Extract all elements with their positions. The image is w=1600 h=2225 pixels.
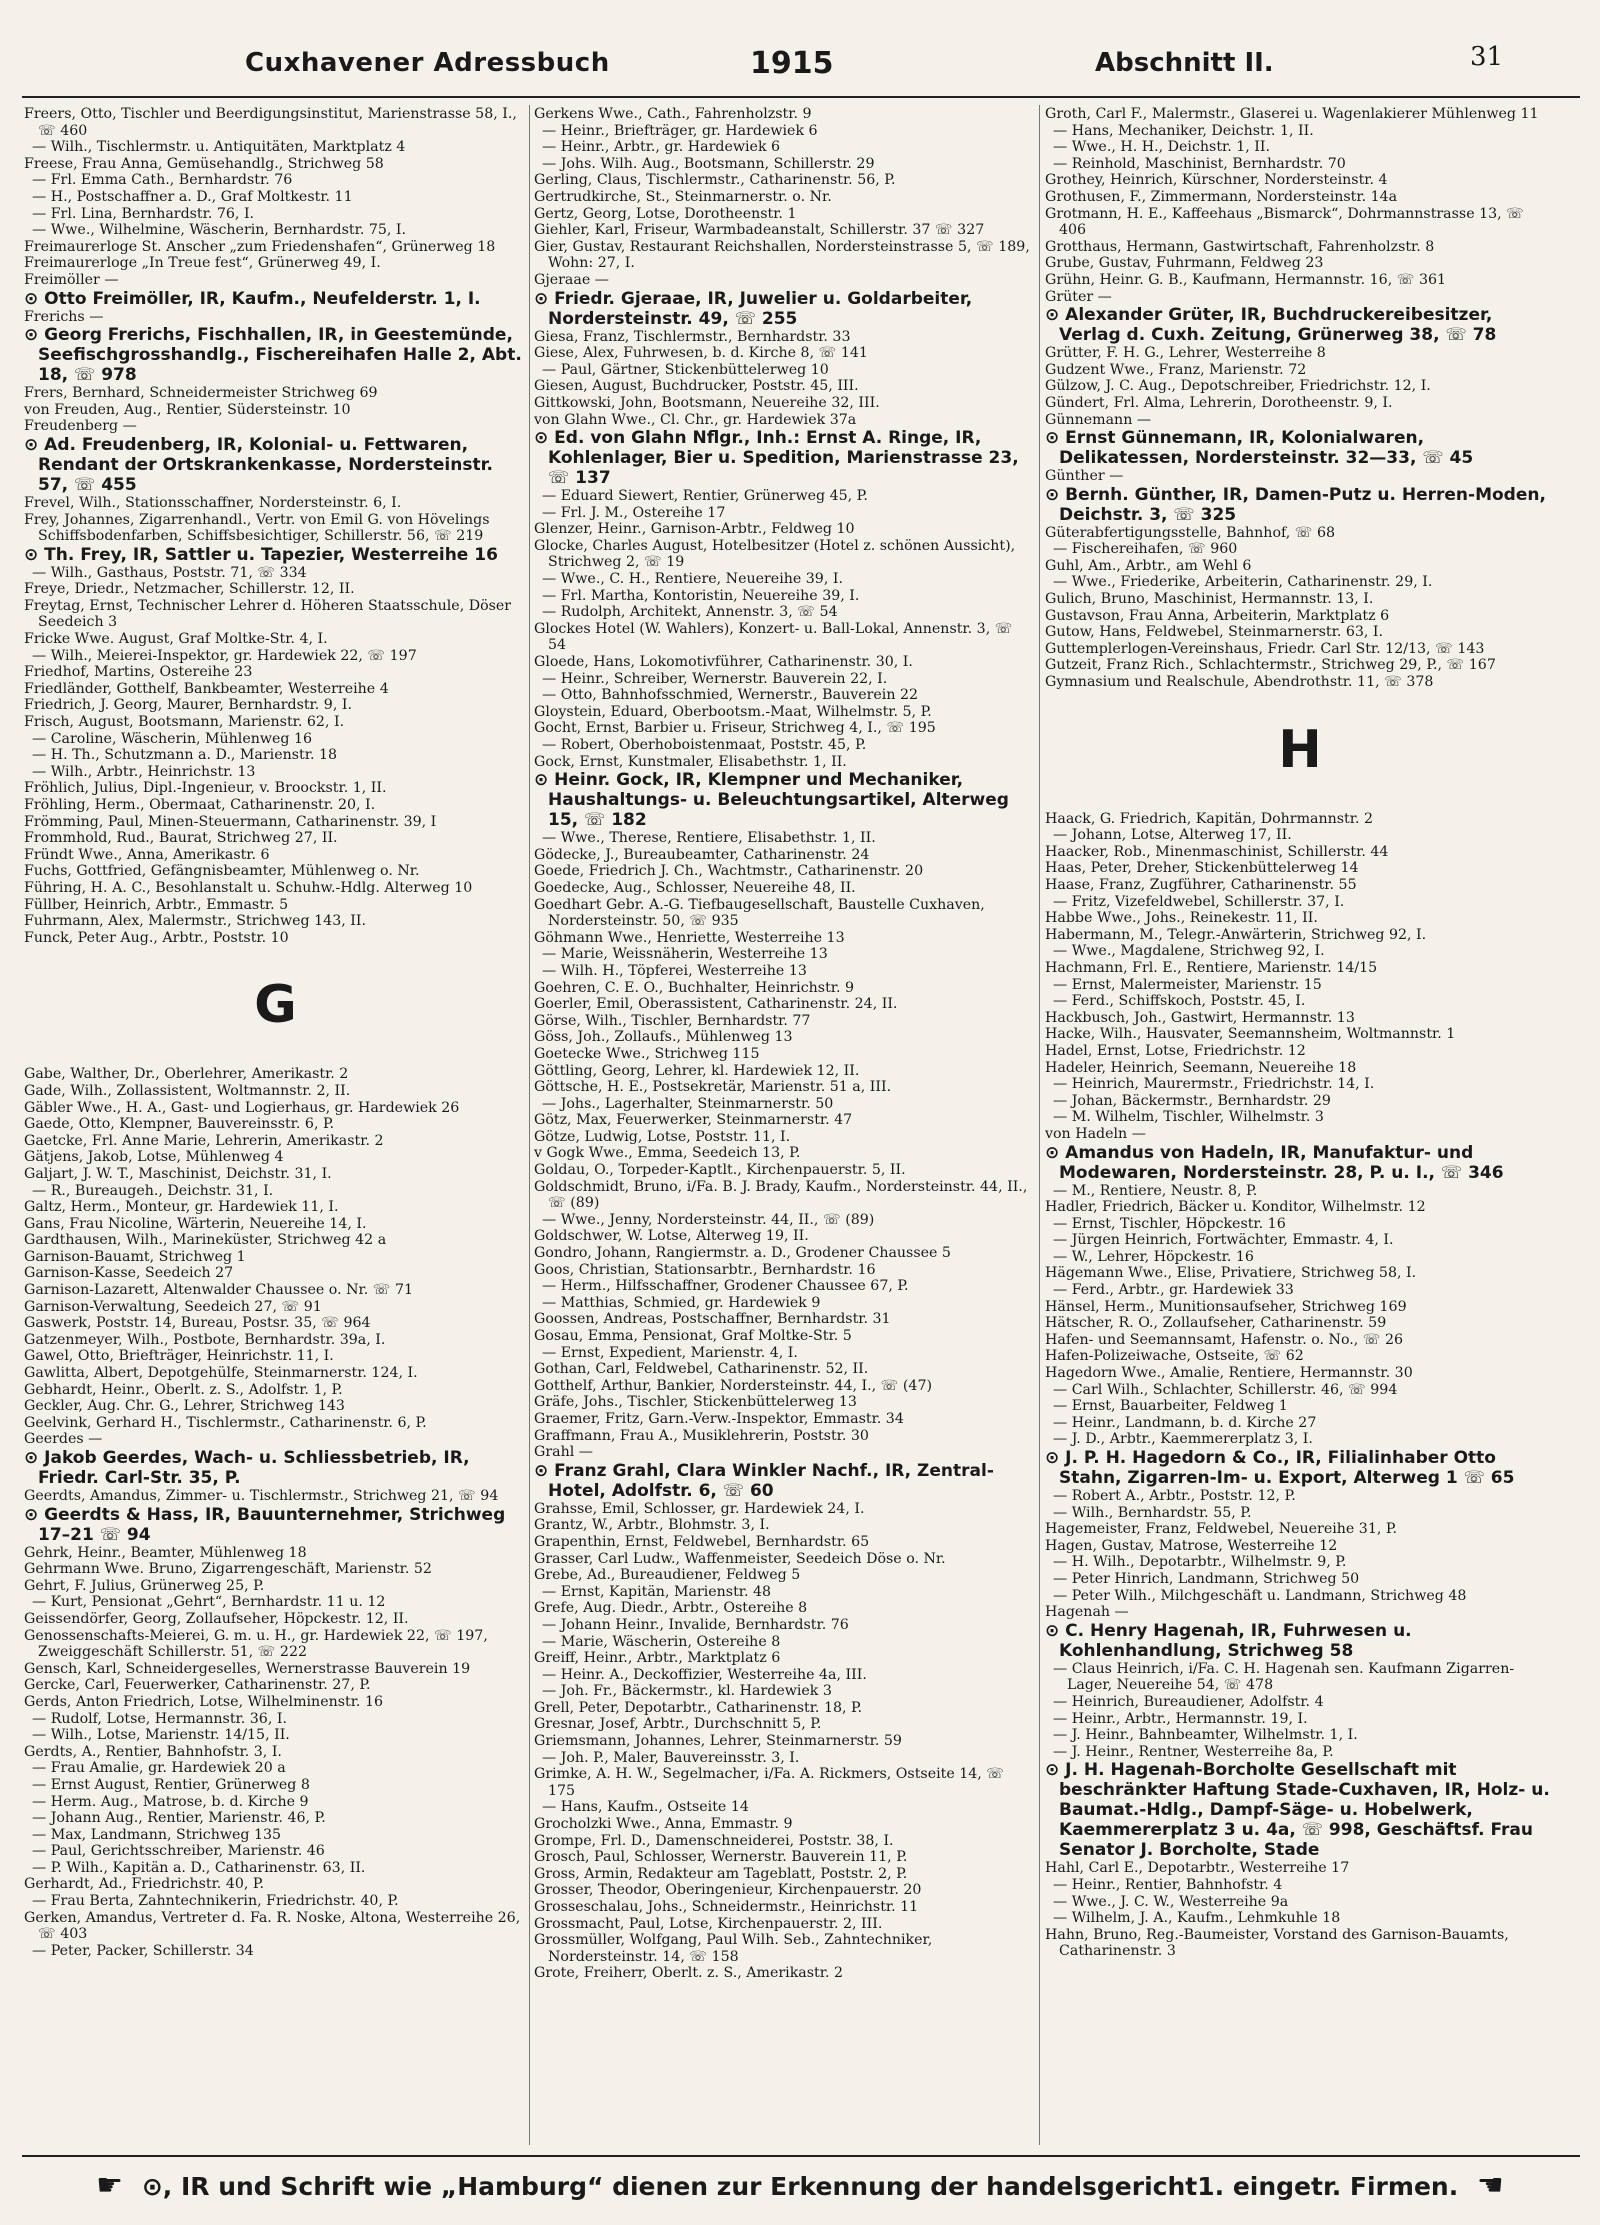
directory-entry: — Kurt, Pensionat „Gehrt“, Bernhardstr. 11 u. 12 — [32, 1594, 386, 1611]
directory-entry: Gündert, Frl. Alma, Lehrerin, Dorotheenstr. 9, I. — [1045, 394, 1393, 411]
directory-entry: — Claus Heinrich, i/Fa. C. H. Hagenah sen. Kaufmann Zigarren-Lager, Neuereihe 54, ☏ 478 — [1053, 1660, 1515, 1694]
registered-firm-entry: ⊙ C. Henry Hagenah, IR, Fuhrwesen u. Kohlenhandlung, Strichweg 58 — [1045, 1620, 1412, 1661]
directory-entry: Frers, Bernhard, Schneidermeister Strichweg 69 — [24, 385, 378, 402]
page-number: 31 — [1470, 42, 1504, 72]
directory-entry: Gehrk, Heinr., Beamter, Mühlenweg 18 — [24, 1544, 307, 1561]
directory-entry: Guhl, Am., Arbtr., am Wehl 6 — [1045, 557, 1252, 574]
directory-entry: — Robert A., Arbtr., Poststr. 12, P. — [1053, 1488, 1296, 1504]
directory-entry: — Frl. Lina, Bernhardstr. 76, I. — [32, 205, 255, 222]
directory-entry: Geissendörfer, Georg, Zollaufseher, Höpckestr. 12, II. — [24, 1610, 409, 1627]
directory-entry: Freytag, Ernst, Technischer Lehrer d. Höheren Staatsschule, Döser Seedeich 3 — [24, 597, 512, 631]
directory-entry: Habermann, M., Telegr.-Anwärterin, Strichweg 92, I. — [1045, 926, 1427, 943]
registered-firm-entry: ⊙ Th. Frey, IR, Sattler u. Tapezier, Westerreihe 16 — [24, 544, 498, 565]
directory-entry: Gutzeit, Franz Rich., Schlachtermstr., Strichweg 29, P., ☏ 167 — [1045, 657, 1496, 674]
directory-entry: Gawlitta, Albert, Depotgehülfe, Steinmarnerstr. 124, I. — [24, 1365, 418, 1382]
directory-entry: Frerichs — — [24, 308, 104, 325]
directory-entry: — Frl. Emma Cath., Bernhardstr. 76 — [32, 172, 293, 189]
directory-entry: Friedrich, J. Georg, Maurer, Bernhardstr. 9, I. — [24, 697, 352, 714]
directory-entry: — J. Heinr., Bahnbeamter, Wilhelmstr. 1, I. — [1053, 1727, 1358, 1744]
directory-entry: — J. Heinr., Rentner, Westerreihe 8a, P. — [1053, 1743, 1334, 1760]
directory-entry: Gäbler Wwe., H. A., Gast- und Logierhaus, gr. Hardewiek 26 — [24, 1099, 460, 1116]
directory-entry: Hänsel, Herm., Munitionsaufseher, Strichweg 169 — [1045, 1298, 1407, 1315]
directory-entry: v Gogk Wwe., Emma, Seedeich 13, P. — [534, 1145, 801, 1162]
directory-entry: — Ernst, Kapitän, Marienstr. 48 — [542, 1583, 772, 1600]
directory-entry: — Wilh., Meierei-Inspektor, gr. Hardewiek 22, ☏ 197 — [32, 647, 417, 664]
directory-entry: — Wwe., Therese, Rentiere, Elisabethstr. 1, II. — [542, 830, 876, 847]
directory-entry: — P. Wilh., Kapitän a. D., Catharinenstr. 63, II. — [32, 1859, 366, 1876]
registered-firm-entry: ⊙ J. P. H. Hagedorn & Co., IR, Filialinhaber Otto Stahn, Zigarren-Im- u. Export, Alterweg 1 ☏ 65 — [1045, 1448, 1515, 1488]
directory-entry: Gittkowski, John, Bootsmann, Neuereihe 32, III. — [534, 394, 880, 411]
directory-entry: Hacke, Wilh., Hausvater, Seemannsheim, Woltmannstr. 1 — [1045, 1026, 1456, 1043]
directory-entry: — Fischereihafen, ☏ 960 — [1053, 541, 1238, 558]
directory-entry: Hafen- und Seemannsamt, Hafenstr. o. No., ☏ 26 — [1045, 1331, 1404, 1348]
directory-entry: Groth, Carl F., Malermstr., Glaserei u. Wagenlakierer Mühlenweg 11 — [1045, 106, 1539, 122]
directory-entry: Gehrt, F. Julius, Grünerweg 25, P. — [24, 1577, 265, 1594]
directory-entry: — Caroline, Wäscherin, Mühlenweg 16 — [32, 730, 313, 747]
directory-entry: — Ernst, Expedient, Marienstr. 4, I. — [542, 1344, 798, 1361]
directory-entry: Grocholzki Wwe., Anna, Emmastr. 9 — [534, 1816, 793, 1833]
directory-entry: — Heinr., Landmann, b. d. Kirche 27 — [1053, 1414, 1317, 1431]
directory-entry: Goetecke Wwe., Strichweg 115 — [534, 1045, 760, 1062]
directory-entry: Galjart, J. W. T., Maschinist, Deichstr. 31, I. — [24, 1165, 332, 1182]
directory-entry: Freimöller — — [24, 271, 119, 288]
directory-entry: — Paul, Gerichtsschreiber, Marienstr. 46 — [32, 1843, 325, 1860]
directory-entry: Frey, Johannes, Zigarrenhandl., Vertr. von Emil G. von Hövelings Schiffsbodenfarben, Schiffsbesichtiger, Schillerstr. 56, ☏ 219 — [24, 511, 490, 545]
registered-firm-entry: ⊙ Amandus von Hadeln, IR, Manufaktur- und Modewaren, Nordersteinstr. 28, P. u. I., ☏ 346 — [1045, 1142, 1504, 1183]
directory-entry: — Otto, Bahnhofsschmied, Wernerstr., Bauverein 22 — [542, 687, 919, 704]
directory-entry: Frevel, Wilh., Stationsschaffner, Nordersteinstr. 6, I. — [24, 494, 402, 511]
directory-entry: Hadeler, Heinrich, Seemann, Neuereihe 18 — [1045, 1059, 1357, 1076]
directory-entry: Goerler, Emil, Oberassistent, Catharinenstr. 24, II. — [534, 996, 898, 1013]
directory-entry: Gresnar, Josef, Arbtr., Durchschnitt 5, P. — [534, 1716, 822, 1733]
directory-entry: Hadel, Ernst, Lotse, Friedrichstr. 12 — [1045, 1042, 1306, 1059]
directory-entry: Gerhardt, Ad., Friedrichstr. 40, P. — [24, 1876, 265, 1893]
directory-entry: Gloede, Hans, Lokomotivführer, Catharinenstr. 30, I. — [534, 654, 913, 671]
directory-entry: Gulich, Bruno, Maschinist, Hermannstr. 13, I. — [1045, 591, 1374, 608]
directory-entry: — Wilh., Lotse, Marienstr. 14/15, II. — [32, 1727, 290, 1744]
directory-entry: Geerdts, Amandus, Zimmer- u. Tischlermstr., Strichweg 21, ☏ 94 — [24, 1488, 499, 1504]
directory-entry: — Robert, Oberhoboistenmaat, Poststr. 45, P. — [542, 737, 867, 753]
directory-entry: Frisch, August, Bootsmann, Marienstr. 62, I. — [24, 714, 345, 731]
directory-entry: Fründt Wwe., Anna, Amerikastr. 6 — [24, 846, 270, 863]
directory-entry: — Heinr., Briefträger, gr. Hardewiek 6 — [542, 122, 818, 139]
directory-entry: — Paul, Gärtner, Stickenbüttelerweg 10 — [542, 361, 829, 378]
directory-entry: — H., Postschaffner a. D., Graf Moltkestr. 11 — [32, 188, 353, 205]
directory-entry: Görse, Wilh., Tischler, Bernhardstr. 77 — [534, 1012, 811, 1029]
directory-entry: — Johan, Bäckermstr., Bernhardstr. 29 — [1053, 1092, 1331, 1109]
directory-entry: — R., Bureaugeh., Deichstr. 31, I. — [32, 1182, 274, 1199]
directory-entry: Füllber, Heinrich, Arbtr., Emmastr. 5 — [24, 896, 289, 913]
directory-entry: — Wwe., H. H., Deichstr. 1, II. — [1053, 139, 1271, 156]
directory-entry: Grapenthin, Ernst, Feldwebel, Bernhardstr. 65 — [534, 1533, 870, 1550]
directory-entry: — Johs. Wilh. Aug., Bootsmann, Schillerstr. 29 — [542, 155, 875, 172]
registered-firm-entry: ⊙ Otto Freimöller, IR, Kaufm., Neufelderstr. 1, I. — [24, 288, 481, 309]
directory-entry: Hadler, Friedrich, Bäcker u. Konditor, Wilhelmstr. 12 — [1045, 1199, 1426, 1216]
directory-entry: Hagenah — — [1045, 1604, 1129, 1621]
directory-entry: — Herm., Hilfsschaffner, Grodener Chaussee 67, P. — [542, 1278, 909, 1295]
directory-entry: — Ernst, Malermeister, Marienstr. 15 — [1053, 976, 1322, 993]
directory-entry: von Glahn Wwe., Cl. Chr., gr. Hardewiek 37a — [534, 411, 857, 428]
directory-entry: Gaswerk, Poststr. 14, Bureau, Postsr. 35, ☏ 964 — [24, 1315, 371, 1332]
directory-entry: Gehrmann Wwe. Bruno, Zigarrengeschäft, Marienstr. 52 — [24, 1561, 432, 1578]
directory-entry: Gülzow, J. C. Aug., Depotschreiber, Friedrichstr. 12, I. — [1045, 378, 1431, 395]
directory-entry: — Johann Heinr., Invalide, Bernhardstr. 76 — [542, 1616, 849, 1633]
directory-entry: — Frl. J. M., Ostereihe 17 — [542, 504, 726, 521]
directory-entry: Gardthausen, Wilh., Marineküster, Strichweg 42 a — [24, 1232, 387, 1249]
directory-entry: Goossen, Andreas, Postschaffner, Bernhardstr. 31 — [534, 1311, 891, 1328]
directory-entry: Grell, Peter, Depotarbtr., Catharinenstr. 18, P. — [534, 1699, 863, 1716]
book-year: 1915 — [750, 46, 834, 81]
directory-entry: — Max, Landmann, Strichweg 135 — [32, 1826, 282, 1843]
directory-entry: Fricke Wwe. August, Graf Moltke-Str. 4, I. — [24, 631, 328, 648]
directory-entry: Günnemann — — [1045, 411, 1152, 428]
directory-entry: Grantz, W., Arbtr., Blohmstr. 3, I. — [534, 1517, 770, 1534]
directory-entry: Hagen, Gustav, Matrose, Westerreihe 12 — [1045, 1537, 1338, 1554]
registered-firm-entry: ⊙ Franz Grahl, Clara Winkler Nachf., IR, Zentral-Hotel, Adolfstr. 6, ☏ 60 — [534, 1460, 994, 1501]
directory-entry: Gerken, Amandus, Vertreter d. Fa. R. Noske, Altona, Westerreihe 26, ☏ 403 — [24, 1909, 521, 1943]
directory-entry: Glenzer, Heinr., Garnison-Arbtr., Feldweg 10 — [534, 521, 855, 538]
directory-entry: Gotthelf, Arthur, Bankier, Nordersteinstr. 44, I., ☏ (47) — [534, 1377, 933, 1394]
directory-entry: — Wwe., C. H., Rentiere, Neuereihe 39, I. — [542, 571, 843, 588]
directory-entry: Gloystein, Eduard, Oberbootsm.-Maat, Wilhelmstr. 5, P. — [534, 703, 932, 720]
directory-entry: Gensch, Karl, Schneidergeselles, Wernerstrasse Bauverein 19 — [24, 1660, 471, 1677]
directory-entry: Grütter, F. H. G., Lehrer, Westerreihe 8 — [1045, 345, 1326, 362]
directory-entry: Grimke, A. H. W., Segelmacher, i/Fa. A. Rickmers, Ostseite 14, ☏ 175 — [534, 1766, 1005, 1799]
directory-entry: Gustavson, Frau Anna, Arbeiterin, Marktplatz 6 — [1045, 607, 1390, 624]
directory-entry: — Ferd., Schiffskoch, Poststr. 45, I. — [1053, 993, 1306, 1010]
directory-entry: Haas, Peter, Dreher, Stickenbüttelerweg 14 — [1045, 860, 1359, 877]
footer-rule — [22, 2155, 1580, 2157]
directory-entry: Goldschwer, W. Lotse, Alterweg 19, II. — [534, 1228, 809, 1245]
directory-entry: Giese, Alex, Fuhrwesen, b. d. Kirche 8, ☏ 141 — [534, 345, 868, 362]
directory-entry: — M. Wilhelm, Tischler, Wilhelmstr. 3 — [1053, 1109, 1324, 1126]
directory-entry: Grahsse, Emil, Schlosser, gr. Hardewiek 24, I. — [534, 1500, 865, 1517]
directory-entry: Gertrudkirche, St., Steinmarnerstr. o. Nr. — [534, 188, 832, 205]
directory-entry: — Wilh., Gasthaus, Poststr. 71, ☏ 334 — [32, 564, 307, 581]
directory-entry: Grasser, Carl Ludw., Waffenmeister, Seedeich Döse o. Nr. — [534, 1550, 946, 1567]
directory-entry: Hackbusch, Joh., Gastwirt, Hermannstr. 13 — [1045, 1009, 1355, 1026]
directory-entry: Gödecke, J., Bureaubeamter, Catharinenstr. 24 — [534, 846, 870, 863]
directory-entry: — Marie, Weissnäherin, Westerreihe 13 — [542, 946, 828, 963]
directory-entry: Geerdes — — [24, 1431, 103, 1448]
directory-entry: Gans, Frau Nicoline, Wärterin, Neuereihe 14, I. — [24, 1215, 367, 1232]
directory-entry: Gerling, Claus, Tischlermstr., Catharinenstr. 56, P. — [534, 172, 896, 189]
directory-entry: Fröhlich, Julius, Dipl.-Ingenieur, v. Broockstr. 1, II. — [24, 780, 387, 797]
footer-text: ⊙, IR und Schrift wie „Hamburg“ dienen zur Erkennung der handelsgericht1. eingetr. Firmen. — [141, 2172, 1459, 2201]
directory-entry: — Heinr., Schreiber, Wernerstr. Bauverein 22, I. — [542, 670, 888, 687]
registered-firm-entry: ⊙ Jakob Geerdes, Wach- u. Schliessbetrieb, IR, Friedr. Carl-Str. 35, P. — [24, 1448, 470, 1488]
directory-entry: Grote, Freiherr, Oberlt. z. S., Amerikastr. 2 — [534, 1965, 843, 1982]
directory-entry: Graemer, Fritz, Garn.-Verw.-Inspektor, Emmastr. 34 — [534, 1410, 904, 1427]
directory-entry: — Ernst, Tischler, Höpckestr. 16 — [1053, 1215, 1286, 1232]
directory-entry: Garnison-Lazarett, Altenwalder Chaussee o. Nr. ☏ 71 — [24, 1282, 414, 1299]
directory-entry: Grüter — — [1045, 288, 1112, 305]
directory-entry: Garnison-Verwaltung, Seedeich 27, ☏ 91 — [24, 1298, 322, 1315]
directory-entry: — Marie, Wäscherin, Ostereihe 8 — [542, 1633, 781, 1650]
directory-entry: Goede, Friedrich J. Ch., Wachtmstr., Catharinenstr. 20 — [534, 863, 924, 880]
directory-entry: Grühn, Heinr. G. B., Kaufmann, Hermannstr. 16, ☏ 361 — [1045, 271, 1447, 288]
directory-entry: Glocke, Charles August, Hotelbesitzer (Hotel z. schönen Aussicht), Strichweg 2, ☏ 19 — [534, 537, 1016, 571]
directory-entry: — Hans, Kaufm., Ostseite 14 — [542, 1799, 749, 1816]
directory-entry: — Heinr. A., Deckoffizier, Westerreihe 4a, III. — [542, 1666, 867, 1683]
directory-entry: — Ernst August, Rentier, Grünerweg 8 — [32, 1776, 310, 1793]
directory-entry: Giesa, Franz, Tischlermstr., Bernhardstr. 33 — [534, 328, 851, 345]
header-rule — [22, 96, 1580, 98]
directory-entry: Führing, H. A. C., Besohlanstalt u. Schuhw.-Hdlg. Alterweg 10 — [24, 879, 473, 896]
directory-entry: — Heinrich, Bureaudiener, Adolfstr. 4 — [1053, 1693, 1324, 1710]
registered-firm-entry: ⊙ Geerdts & Hass, IR, Bauunternehmer, Strichweg 17–21 ☏ 94 — [24, 1504, 506, 1545]
directory-entry: Gabe, Walther, Dr., Oberlehrer, Amerikastr. 2 — [24, 1066, 349, 1083]
directory-entry: — Peter Wilh., Milchgeschäft u. Landmann, Strichweg 48 — [1053, 1587, 1467, 1604]
directory-entry: Haack, G. Friedrich, Kapitän, Dohrmannstr. 2 — [1045, 810, 1374, 827]
pointing-hand-icon: ☚ — [1476, 2168, 1504, 2203]
directory-entry: Günther — — [1045, 468, 1124, 485]
directory-entry: — Johann Aug., Rentier, Marienstr. 46, P. — [32, 1810, 326, 1827]
directory-entry: — Reinhold, Maschinist, Bernhardstr. 70 — [1053, 155, 1346, 172]
directory-entry: Götz, Max, Feuerwerker, Steinmarnerstr. 47 — [534, 1112, 853, 1129]
directory-entry: Hahl, Carl E., Depotarbtr., Westerreihe 17 — [1045, 1860, 1350, 1877]
directory-entry: Garnison-Bauamt, Strichweg 1 — [24, 1248, 246, 1265]
directory-entry: — Frau Berta, Zahntechnikerin, Friedrichstr. 40, P. — [32, 1893, 399, 1910]
directory-entry: — Wwe., Friederike, Arbeiterin, Catharinenstr. 29, I. — [1053, 574, 1433, 591]
directory-entry: Güterabfertigungsstelle, Bahnhof, ☏ 68 — [1045, 524, 1336, 541]
directory-entry: — Wwe., Wilhelmine, Wäscherin, Bernhardstr. 75, I. — [32, 222, 407, 239]
directory-entry: Haase, Franz, Zugführer, Catharinenstr. 55 — [1045, 877, 1357, 893]
directory-entry: Hägemann Wwe., Elise, Privatiere, Strichweg 58, I. — [1045, 1265, 1417, 1282]
directory-entry: Guttemplerlogen-Vereinshaus, Friedr. Carl Str. 12/13, ☏ 143 — [1045, 640, 1485, 657]
directory-entry: Gymnasium und Realschule, Abendrothstr. 11, ☏ 378 — [1045, 674, 1434, 691]
directory-entry: Gier, Gustav, Restaurant Reichshallen, Nordersteinstrasse 5, ☏ 189, Wohn: 27, I. — [534, 238, 1030, 272]
directory-entry: Gosau, Emma, Pensionat, Graf Moltke-Str. 5 — [534, 1328, 852, 1344]
directory-entry: — Johs., Lagerhalter, Steinmarnerstr. 50 — [542, 1095, 834, 1112]
directory-entry: Haacker, Rob., Minenmaschinist, Schillerstr. 44 — [1045, 843, 1389, 860]
directory-entry: Gerkens Wwe., Cath., Fahrenholzstr. 9 — [534, 106, 812, 122]
registered-firm-entry: ⊙ Ed. von Glahn Nflgr., Inh.: Ernst A. Ringe, IR, Kohlenlager, Bier u. Spedition, Marienstrasse 23, ☏ 137 — [534, 428, 1019, 489]
directory-entry: Habbe Wwe., Johs., Reinekestr. 11, II. — [1045, 910, 1318, 927]
directory-entry: Gock, Ernst, Kunstmaler, Elisabethstr. 1, II. — [534, 753, 847, 770]
directory-entry: — Wwe., Jenny, Nordersteinstr. 44, II., ☏ (89) — [542, 1211, 875, 1228]
directory-entry: Garnison-Kasse, Seedeich 27 — [24, 1265, 234, 1282]
directory-entry: Gocht, Ernst, Barbier u. Friseur, Strichweg 4, I., ☏ 195 — [534, 720, 936, 737]
registered-firm-entry: ⊙ Ad. Freudenberg, IR, Kolonial- u. Fettwaren, Rendant der Ortskrankenkasse, Nordersteinstr. 57, ☏ 455 — [24, 434, 493, 495]
directory-entry: — Peter Hinrich, Landmann, Strichweg 50 — [1053, 1570, 1360, 1587]
directory-entry: Goedhart Gebr. A.-G. Tiefbaugesellschaft, Baustelle Cuxhaven, Nordersteinstr. 50, ☏ 935 — [534, 896, 985, 930]
directory-entry: Grossmüller, Wolfgang, Paul Wilh. Seb., Zahntechniker, Nordersteinstr. 14, ☏ 158 — [534, 1932, 933, 1965]
directory-entry: Hätscher, R. O., Zollaufseher, Catharinenstr. 59 — [1045, 1315, 1387, 1332]
directory-entry: — M., Rentiere, Neustr. 8, P. — [1053, 1182, 1258, 1199]
directory-entry: Gudzent Wwe., Franz, Marienstr. 72 — [1045, 361, 1307, 378]
directory-entry: Funck, Peter Aug., Arbtr., Poststr. 10 — [24, 929, 289, 946]
directory-entry: Grosch, Paul, Schlosser, Wernerstr. Bauverein 11, P. — [534, 1849, 908, 1866]
directory-entry: Graffmann, Frau A., Musiklehrerin, Poststr. 30 — [534, 1427, 869, 1444]
directory-entry: Grotthaus, Hermann, Gastwirtschaft, Fahrenholzstr. 8 — [1045, 238, 1435, 255]
directory-entry: — Heinrich, Maurermstr., Friedrichstr. 14, I. — [1053, 1076, 1375, 1093]
directory-entry: Gatzenmeyer, Wilh., Postbote, Bernhardstr. 39a, I. — [24, 1331, 386, 1348]
directory-entry: Gade, Wilh., Zollassistent, Woltmannstr. 2, II. — [24, 1082, 351, 1099]
directory-entry: Gercke, Carl, Feuerwerker, Catharinenstr. 27, P. — [24, 1677, 371, 1694]
registered-firm-entry: ⊙ Friedr. Gjeraae, IR, Juwelier u. Goldarbeiter, Nordersteinstr. 49, ☏ 255 — [534, 288, 973, 329]
directory-entry: Giehler, Karl, Friseur, Warmbadeanstalt, Schillerstr. 37 ☏ 327 — [534, 222, 985, 239]
directory-entry: — Matthias, Schmied, gr. Hardewiek 9 — [542, 1294, 821, 1311]
directory-entry: Grefe, Aug. Diedr., Arbtr., Ostereihe 8 — [534, 1600, 808, 1617]
directory-entry: Gräfe, Johs., Tischler, Stickenbüttelerweg 13 — [534, 1394, 857, 1411]
directory-entry: — Heinr., Arbtr., gr. Hardewiek 6 — [542, 139, 781, 156]
directory-entry: Gertz, Georg, Lotse, Dorotheenstr. 1 — [534, 205, 797, 222]
directory-entry: — Wilh., Bernhardstr. 55, P. — [1053, 1504, 1252, 1521]
directory-entry: Greiff, Heinr., Arbtr., Marktplatz 6 — [534, 1650, 781, 1667]
directory-entry: Gaetcke, Frl. Anne Marie, Lehrerin, Amerikastr. 2 — [24, 1132, 384, 1149]
directory-entry: Fuhrmann, Alex, Malermstr., Strichweg 143, II. — [24, 913, 366, 930]
directory-entry: Grebe, Ad., Bureaudiener, Feldweg 5 — [534, 1567, 801, 1584]
directory-entry: Freimaurerloge „In Treue fest“, Grünerweg 49, I. — [24, 255, 381, 272]
directory-entry: — Herm. Aug., Matrose, b. d. Kirche 9 — [32, 1793, 309, 1810]
directory-entry: — Heinr., Rentier, Bahnhofstr. 4 — [1053, 1876, 1283, 1893]
directory-entry: Giesen, August, Buchdrucker, Poststr. 45, III. — [534, 378, 859, 395]
column-divider — [529, 105, 530, 2145]
footer-note — [0, 2168, 1600, 2203]
directory-entry: — Ferd., Arbtr., gr. Hardewiek 33 — [1053, 1282, 1294, 1299]
registered-firm-entry: ⊙ Heinr. Gock, IR, Klempner und Mechaniker, Haushaltungs- u. Beleuchtungsartikel, Alterweg 15, ☏ 182 — [534, 770, 1009, 831]
directory-entry: — Johann, Lotse, Alterweg 17, II. — [1053, 827, 1292, 844]
registered-firm-entry: ⊙ Alexander Grüter, IR, Buchdruckereibesitzer, Verlag d. Cuxh. Zeitung, Grünerweg 38, ☏ 78 — [1045, 305, 1497, 346]
directory-entry: Grosseschalau, Johs., Schneidermstr., Heinrichstr. 11 — [534, 1899, 919, 1915]
directory-entry: Hachmann, Frl. E., Rentiere, Marienstr. 14/15 — [1045, 959, 1378, 976]
directory-entry: Gerds, Anton Friedrich, Lotse, Wilhelminenstr. 16 — [24, 1693, 384, 1710]
directory-entry: — Ernst, Bauarbeiter, Feldweg 1 — [1053, 1398, 1288, 1415]
directory-entry: Griemsmann, Johannes, Lehrer, Steinmarnerstr. 59 — [534, 1733, 902, 1750]
directory-entry: — Eduard Siewert, Rentier, Grünerweg 45, P. — [542, 488, 868, 505]
directory-entry: — Frau Amalie, gr. Hardewiek 20 a — [32, 1760, 286, 1777]
directory-entry: Fuchs, Gottfried, Gefängnisbeamter, Mühlenweg o. Nr. — [24, 863, 420, 880]
directory-entry: — J. D., Arbtr., Kaemmererplatz 3, I. — [1053, 1431, 1313, 1448]
directory-entry: Grompe, Frl. D., Damenschneiderei, Poststr. 38, I. — [534, 1832, 894, 1849]
directory-entry: Grube, Gustav, Fuhrmann, Feldweg 23 — [1045, 255, 1324, 272]
column-2 — [534, 106, 1034, 1982]
directory-entry: — Wilhelm, J. A., Kaufm., Lehmkuhle 18 — [1053, 1910, 1341, 1927]
pointing-hand-icon: ☛ — [96, 2168, 124, 2203]
directory-entry: Hahn, Bruno, Reg.-Baumeister, Vorstand des Garnison-Bauamts, Catharinenstr. 3 — [1045, 1926, 1509, 1960]
directory-entry: Glockes Hotel (W. Wahlers), Konzert- u. Ball-Lokal, Annenstr. 3, ☏ 54 — [534, 620, 1013, 654]
section-letter: H — [1278, 719, 1322, 780]
section-label: Abschnitt II. — [1095, 48, 1274, 78]
directory-entry: Göhmann Wwe., Henriette, Westerreihe 13 — [534, 929, 845, 946]
page-header — [0, 40, 1600, 90]
directory-entry: — Wwe., J. C. W., Westerreihe 9a — [1053, 1893, 1289, 1910]
directory-entry: — Rudolph, Architekt, Annenstr. 3, ☏ 54 — [542, 604, 838, 621]
directory-entry: Geelvink, Gerhard H., Tischlermstr., Catharinenstr. 6, P. — [24, 1414, 427, 1431]
directory-entry: — Wilh., Arbtr., Heinrichstr. 13 — [32, 763, 256, 780]
directory-entry: Geckler, Aug. Chr. G., Lehrer, Strichweg 143 — [24, 1398, 345, 1415]
directory-entry: Grotmann, H. E., Kaffeehaus „Bismarck“, Dohrmannstrasse 13, ☏ 406 — [1045, 205, 1524, 239]
directory-entry: Gätjens, Jakob, Lotse, Mühlenweg 4 — [24, 1149, 284, 1166]
directory-entry: Hafen-Polizeiwache, Ostseite, ☏ 62 — [1045, 1348, 1304, 1365]
directory-entry: Gondro, Johann, Rangiermstr. a. D., Grodener Chaussee 5 — [534, 1245, 951, 1262]
directory-entry: Goedecke, Aug., Schlosser, Neuereihe 48, II. — [534, 879, 856, 896]
directory-entry: von Freuden, Aug., Rentier, Südersteinstr. 10 — [24, 401, 351, 418]
column-3 — [1045, 106, 1555, 1960]
directory-entry: Freye, Driedr., Netzmacher, Schillerstr. 12, II. — [24, 581, 355, 598]
book-title: Cuxhavener Adressbuch — [245, 48, 610, 78]
directory-entry: Friedländer, Gotthelf, Bankbeamter, Westerreihe 4 — [24, 680, 389, 697]
directory-entry: — Joh. P., Maler, Bauvereinsstr. 3, I. — [542, 1749, 800, 1766]
column-divider — [1039, 105, 1040, 2145]
registered-firm-entry: ⊙ Georg Frerichs, Fischhallen, IR, in Geestemünde, Seefischgrosshandlg., Fischereihafen Halle 2, Abt. 18, ☏ 978 — [24, 325, 522, 386]
directory-entry: Goldschmidt, Bruno, i/Fa. B. J. Brady, Kaufm., Nordersteinstr. 44, II., ☏ (89) — [534, 1178, 1028, 1212]
directory-entry: — Joh. Fr., Bäckermstr., kl. Hardewiek 3 — [542, 1683, 832, 1700]
directory-entry: — Wilh. H., Töpferei, Westerreihe 13 — [542, 962, 807, 979]
directory-entry: Freimaurerloge St. Anscher „zum Friedenshafen“, Grünerweg 18 — [24, 238, 496, 255]
directory-entry: Freudenberg — — [24, 418, 137, 435]
directory-entry: Grossmacht, Paul, Lotse, Kirchenpauerstr. 2, III. — [534, 1915, 883, 1932]
directory-entry: Gjeraae — — [534, 271, 609, 288]
directory-entry: — H. Th., Schutzmann a. D., Marienstr. 18 — [32, 747, 338, 764]
directory-entry: Goldau, O., Torpeder-Kaptlt., Kirchenpauerstr. 5, II. — [534, 1162, 906, 1179]
directory-entry: — Heinr., Arbtr., Hermannstr. 19, I. — [1053, 1710, 1308, 1727]
directory-entry: — Hans, Mechaniker, Deichstr. 1, II. — [1053, 122, 1314, 139]
directory-entry: — Fritz, Vizefeldwebel, Schillerstr. 37, I. — [1053, 893, 1345, 910]
directory-entry: Gross, Armin, Redakteur am Tageblatt, Poststr. 2, P. — [534, 1865, 908, 1882]
directory-entry: Gawel, Otto, Briefträger, Heinrichstr. 11, I. — [24, 1348, 334, 1365]
directory-entry: Göss, Joh., Zollaufs., Mühlenweg 13 — [534, 1029, 793, 1046]
directory-entry: Gebhardt, Heinr., Oberlt. z. S., Adolfstr. 1, P. — [24, 1381, 343, 1398]
directory-entry: von Hadeln — — [1045, 1125, 1146, 1142]
directory-entry: Frommhold, Rud., Baurat, Strichweg 27, II. — [24, 830, 338, 847]
directory-entry: — Wwe., Magdalene, Strichweg 92, I. — [1053, 943, 1325, 960]
directory-entry: Goos, Christian, Stationsarbtr., Bernhardstr. 16 — [534, 1261, 876, 1278]
directory-entry: Grosser, Theodor, Oberingenieur, Kirchenpauerstr. 20 — [534, 1882, 922, 1899]
directory-entry: Göttsche, H. E., Postsekretär, Marienstr. 51 a, III. — [534, 1079, 892, 1096]
directory-entry: Galtz, Herm., Monteur, gr. Hardewiek 11, I. — [24, 1199, 339, 1216]
directory-entry: Friedhof, Martins, Ostereihe 23 — [24, 664, 253, 681]
directory-entry: Hagedorn Wwe., Amalie, Rentiere, Hermannstr. 30 — [1045, 1365, 1413, 1382]
directory-entry: — Jürgen Heinrich, Fortwächter, Emmastr. 4, I. — [1053, 1232, 1394, 1249]
directory-entry: Grahl — — [534, 1444, 593, 1461]
directory-entry: — W., Lehrer, Höpckestr. 16 — [1053, 1248, 1254, 1265]
directory-entry: Fröhling, Herm., Obermaat, Catharinenstr. 20, I. — [24, 797, 376, 813]
directory-entry: — Carl Wilh., Schlachter, Schillerstr. 46, ☏ 994 — [1053, 1381, 1398, 1398]
directory-entry: — Frl. Martha, Kontoristin, Neuereihe 39, I. — [542, 587, 860, 604]
directory-entry: Hagemeister, Franz, Feldwebel, Neuereihe 31, P. — [1045, 1521, 1398, 1538]
directory-entry: Gerdts, A., Rentier, Bahnhofstr. 3, I. — [24, 1743, 282, 1760]
directory-entry: Göttling, Georg, Lehrer, kl. Hardewiek 12, II. — [534, 1062, 860, 1079]
directory-entry: — Peter, Packer, Schillerstr. 34 — [32, 1942, 254, 1959]
directory-entry: Götze, Ludwig, Lotse, Poststr. 11, I. — [534, 1128, 791, 1145]
directory-entry: Grothey, Heinrich, Kürschner, Nordersteinstr. 4 — [1045, 172, 1388, 189]
registered-firm-entry: ⊙ Bernh. Günther, IR, Damen-Putz u. Herren-Moden, Deichstr. 3, ☏ 325 — [1045, 484, 1546, 525]
directory-entry: — H. Wilh., Depotarbtr., Wilhelmstr. 9, P. — [1053, 1554, 1347, 1571]
section-letter: G — [254, 975, 297, 1036]
directory-entry: Gaede, Otto, Klempner, Bauvereinsstr. 6, P. — [24, 1116, 335, 1133]
directory-entry: Freese, Frau Anna, Gemüsehandlg., Strichweg 58 — [24, 155, 384, 172]
directory-entry: Goehren, C. E. O., Buchhalter, Heinrichstr. 9 — [534, 979, 855, 996]
registered-firm-entry: ⊙ Ernst Günnemann, IR, Kolonialwaren, Delikatessen, Nordersteinstr. 32—33, ☏ 45 — [1045, 428, 1474, 469]
directory-entry: Gutow, Hans, Feldwebel, Steinmarnerstr. 63, I. — [1045, 624, 1384, 641]
directory-entry: Frömming, Paul, Minen-Steuermann, Catharinenstr. 39, I — [24, 813, 437, 830]
directory-entry: Freers, Otto, Tischler und Beerdigungsinstitut, Marienstrasse 58, I., ☏ 460 — [24, 106, 517, 139]
directory-entry: Gothan, Carl, Feldwebel, Catharinenstr. 52, II. — [534, 1361, 869, 1378]
registered-firm-entry: ⊙ J. H. Hagenah-Borcholte Gesellschaft mit beschränkter Haftung Stade-Cuxhaven, IR, Holz- u. Baumat.-Hdlg., Dampf-Säge- u. Hobelwerk, Kaemmererplatz 3 u. 4a, ☏ 998, Geschäftsf. Frau Senator J. Borcholte, Stade — [1045, 1760, 1550, 1861]
column-1 — [24, 106, 527, 1959]
directory-entry: Grothusen, F., Zimmermann, Nordersteinstr. 14a — [1045, 188, 1398, 205]
directory-entry: Genossenschafts-Meierei, G. m. u. H., gr. Hardewiek 22, ☏ 197, Zweiggeschäft Schillerstr. 51, ☏ 222 — [24, 1627, 488, 1661]
directory-entry: — Wilh., Tischlermstr. u. Antiquitäten, Marktplatz 4 — [32, 139, 406, 156]
directory-entry: — Rudolf, Lotse, Hermannstr. 36, I. — [32, 1710, 287, 1727]
